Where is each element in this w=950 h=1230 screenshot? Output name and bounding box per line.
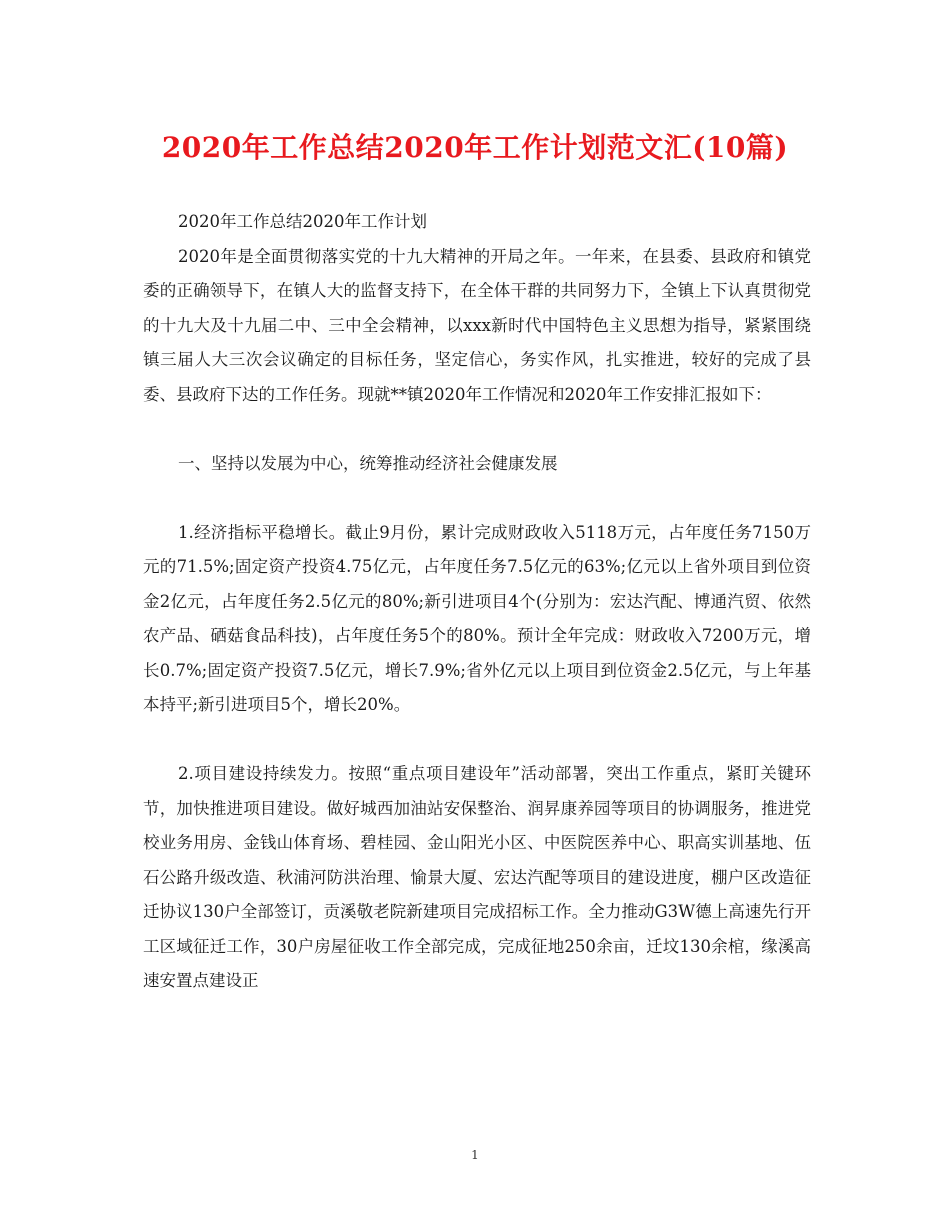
document-title: 2020年工作总结2020年工作计划范文汇(10篇): [161, 131, 789, 164]
economic-paragraph: 1.经济指标平稳增长。截止9月份，累计完成财政收入5118万元，占年度任务7150万元的71.5%;固定资产投资4.75亿元，占年度任务7.5亿元的63%;亿元以上省外项目到位资金2亿元，占年度任务2.5亿元的80%;新引进项目4个(分别为：宏达汽配、博通汽贸、依然农产品、硒菇食品科技)，占年度任务5个的80%。预计全年完成：财政收入7200万元，增长0.7%;固定资产投资7.5亿元，增长7.9%;省外亿元以上项目到位资金2.5亿元，与上年基本持平;新引进项目5个，增长20%。: [143, 522, 811, 714]
document-body: [143, 205, 811, 999]
subtitle-paragraph: 2020年工作总结2020年工作计划: [178, 212, 427, 231]
page-number: 1: [471, 1148, 479, 1162]
project-paragraph: 2.项目建设持续发力。按照“重点项目建设年”活动部署，突出工作重点，紧盯关键环节，加快推进项目建设。做好城西加油站安保整治、润昇康养园等项目的协调服务，推进党校业务用房、金钱山体育场、碧桂园、金山阳光小区、中医院医养中心、职高实训基地、伍石公路升级改造、秋浦河防洪治理、愉景大厦、宏达汽配等项目的建设进度，棚户区改造征迁协议130户全部签订，贡溪敬老院新建项目完成招标工作。全力推动G3W德上高速先行开工区域征迁工作，30户房屋征收工作全部完成，完成征地250余亩，迁坟130余棺，缘溪高速安置点建设正: [143, 764, 811, 990]
section-heading: 一、坚持以发展为中心，统筹推动经济社会健康发展: [178, 453, 558, 473]
intro-paragraph: 2020年是全面贯彻落实党的十九大精神的开局之年。一年来，在县委、县政府和镇党委的正确领导下，在镇人大的监督支持下，在全体干群的共同努力下，全镇上下认真贯彻党的十九大及十九届二中、三中全会精神，以xxx新时代中国特色主义思想为指导，紧紧围绕镇三届人大三次会议确定的目标任务，坚定信心，务实作风，扎实推进，较好的完成了县委、县政府下达的工作任务。现就**镇2020年工作情况和2020年工作安排汇报如下：: [143, 246, 811, 404]
